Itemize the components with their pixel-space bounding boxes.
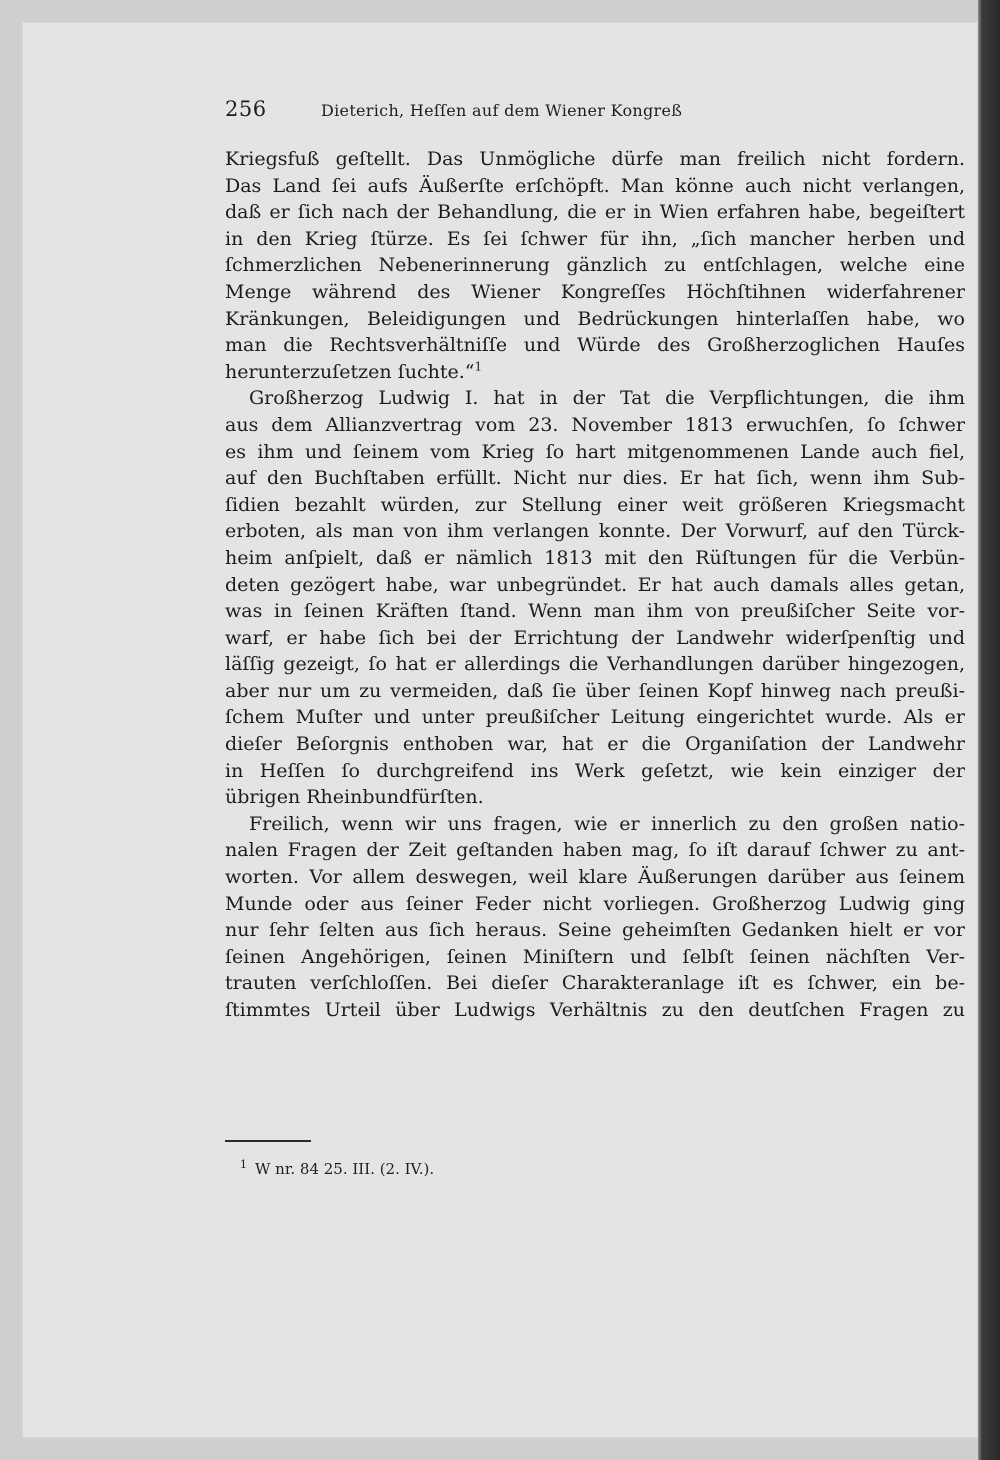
text-line: daß er ſich nach der Behandlung, die er in Wien erfahren habe, begeiſtert [225,201,965,224]
text-line: Munde oder aus ſeiner Feder nicht vorliegen. Großherzog Ludwig ging [225,892,965,915]
text-line: heim anſpielt, daß er nämlich 1813 mit den Rüſtungen für die Verbün- [225,546,965,569]
text-line: läſſig gezeigt, ſo hat er allerdings die Verhandlungen darüber hingezogen, [225,653,965,676]
text-line: Kriegsfuß geſtellt. Das Unmögliche dürfe man freilich nicht fordern. [225,148,965,170]
page-number: 256 [225,97,267,121]
body-text [225,146,965,1024]
text-line: deten gezögert habe, war unbegründet. Er hat auch damals alles getan, [225,573,965,596]
text-line: nur ſehr ſelten aus ſich heraus. Seine geheimſten Gedanken hielt er vor [225,919,965,942]
text-line: trauten verſchloſſen. Bei dieſer Charakteranlage iſt es ſchwer, ein be- [225,972,965,995]
text-line: ſeinen Angehörigen, ſeinen Miniſtern und ſelbſt ſeinen nächſten Ver- [225,945,965,968]
footnote-text: W nr. 84 25. III. (2. IV.). [255,1160,435,1178]
text-line: erboten, als man von ihm verlangen konnte. Der Vorwurf, auf den Türck- [225,520,965,543]
text-line: Kränkungen, Beleidigungen und Bedrückungen hinterlaſſen habe, wo [225,307,965,330]
text-line: ſchem Muſter und unter preußiſcher Leitung eingerichtet wurde. Als er [225,706,965,729]
running-head: Dieterich, Heſſen auf dem Wiener Kongreß [321,101,683,120]
footnote-reference: 1 [474,359,483,374]
text-line: auf den Buchſtaben erfüllt. Nicht nur dies. Er hat ſich, wenn ihm Sub- [225,467,965,490]
text-line: ſchmerzlichen Nebenerinnerung gänzlich zu entſchlagen, welche eine [225,254,965,277]
text-line: ſidien bezahlt würden, zur Stellung einer weit größeren Kriegsmacht [225,493,965,516]
page-header [225,97,965,125]
text-line: Großherzog Ludwig I. hat in der Tat die Verpflichtungen, die ihm [249,387,965,410]
text-line: Das Land ſei aufs Äußerſte erſchöpft. Man könne auch nicht verlangen, [225,174,965,197]
footnote-mark: 1 [240,1158,247,1171]
page-edge-shadow [978,0,1000,1460]
text-line: aber nur um zu vermeiden, daß ſie über ſeinen Kopf hinweg nach preußi- [225,679,965,702]
paragraph [225,811,965,1024]
text-line: übrigen Rheinbundfürſten. [225,786,484,809]
text-line: Menge während des Wiener Kongreſſes Höchſtihnen widerfahrener [225,280,965,303]
footnote [240,1160,434,1178]
text-line: dieſer Beſorgnis enthoben war, hat er die Organiſation der Landwehr [225,733,965,756]
text-line: herunterzuſetzen ſuchte.“$^1$ [225,359,483,383]
text-line: warf, er habe ſich bei der Errichtung der Landwehr widerſpenſtig und [225,626,965,649]
text-line: in den Krieg ſtürze. Es ſei ſchwer für ihn, „ſich mancher herben und [225,227,965,250]
paragraph [225,385,965,811]
paragraph [225,146,965,385]
text-line: man die Rechtsverhältniſſe und Würde des Großherzoglichen Hauſes [225,334,965,357]
text-line: es ihm und ſeinem vom Krieg ſo hart mitgenommenen Lande auch fiel, [225,440,965,463]
text-line: was in ſeinen Kräften ſtand. Wenn man ihm von preußiſcher Seite vor- [225,600,965,623]
text-line: Freilich, wenn wir uns fragen, wie er innerlich zu den großen natio- [249,812,965,835]
footnote-rule [225,1140,311,1142]
text-line: aus dem Allianzvertrag vom 23. November 1813 erwuchſen, ſo ſchwer [225,413,965,436]
text-line: ſtimmtes Urteil über Ludwigs Verhältnis zu den deutſchen Fragen zu [225,999,965,1021]
text-line: worten. Vor allem deswegen, weil klare Äußerungen darüber aus ſeinem [225,866,965,889]
text-line: nalen Fragen der Zeit geſtanden haben mag, ſo iſt darauf ſchwer zu ant- [225,839,965,862]
text-line: in Heſſen ſo durchgreifend ins Werk geſetzt, wie kein einziger der [225,759,965,782]
